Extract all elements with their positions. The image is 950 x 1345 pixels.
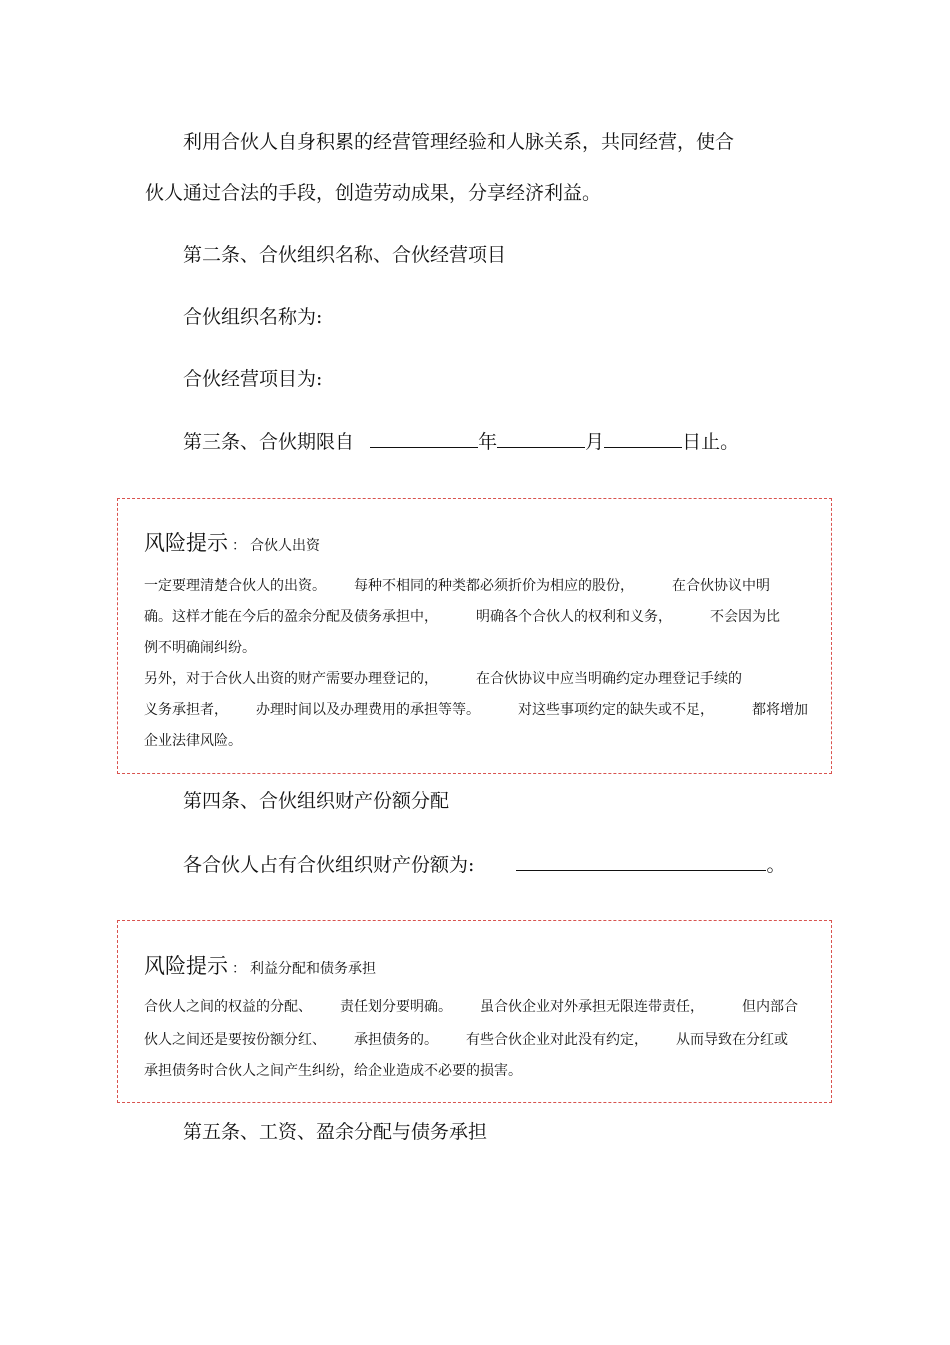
risk-tip-line: 一定要理清楚合伙人的出资。 每种不相同的种类都必须折价为相应的股份， 在合伙协议中明 [144, 578, 770, 594]
month-label: 月 [585, 431, 605, 453]
day-label: 日止。 [682, 431, 740, 453]
risk-tip-title: 风险提示 ： 利益分配和债务承担 [144, 954, 376, 978]
business-items-label: 合伙经营项目为: [183, 368, 323, 390]
month-blank [497, 429, 585, 448]
share-end: 。 [766, 854, 786, 876]
risk-tip-line: 合伙人之间的权益的分配、 责任划分要明确。 虽合伙企业对外承担无限连带责任， 但内部合 [144, 999, 798, 1015]
article-4-title: 第四条、合伙组织财产份额分配 [183, 790, 450, 812]
article-2-title: 第二条、合伙组织名称、合伙经营项目 [183, 244, 507, 266]
share-label: 各合伙人占有合伙组织财产份额为: [183, 854, 475, 876]
risk-tip-line: 企业法律风险。 [144, 733, 242, 749]
risk-tip-box-1 [117, 498, 832, 774]
article-3-prefix: 第三条、合伙期限自 [183, 431, 355, 453]
risk-tip-line: 确。这样才能在今后的盈余分配及债务承担中， 明确各个合伙人的权利和义务， 不会因为比 [144, 609, 780, 625]
risk-tip-line: 伙人之间还是要按份额分红、 承担债务的。 有些合伙企业对此没有约定， 从而导致在分红或 [144, 1032, 788, 1048]
day-blank [604, 429, 682, 448]
risk-tip-line: 义务承担者， 办理时间以及办理费用的承担等等。 对这些事项约定的缺失或不足， 都将增加 [144, 702, 808, 718]
article-5-title: 第五条、工资、盈余分配与债务承担 [183, 1121, 488, 1143]
paragraph-line: 利用合伙人自身积累的经营管理经验和人脉关系，共同经营，使合 [183, 131, 735, 153]
risk-tip-line: 另外，对于合伙人出资的财产需要办理登记的， 在合伙协议中应当明确约定办理登记手续的 [144, 671, 742, 687]
risk-tip-title: 风险提示 ： 合伙人出资 [144, 531, 320, 555]
share-blank [516, 852, 766, 871]
article-3-term [183, 429, 739, 454]
paragraph-line: 伙人通过合法的手段，创造劳动成果，分享经济利益。 [145, 182, 602, 204]
risk-tip-line: 承担债务时合伙人之间产生纠纷，给企业造成不必要的损害。 [144, 1063, 522, 1079]
share-line [183, 852, 785, 877]
year-label: 年 [478, 431, 498, 453]
risk-tip-line: 例不明确闹纠纷。 [144, 640, 256, 656]
year-blank [370, 429, 478, 448]
org-name-label: 合伙组织名称为: [183, 306, 323, 328]
risk-tip-box-2 [117, 920, 832, 1103]
